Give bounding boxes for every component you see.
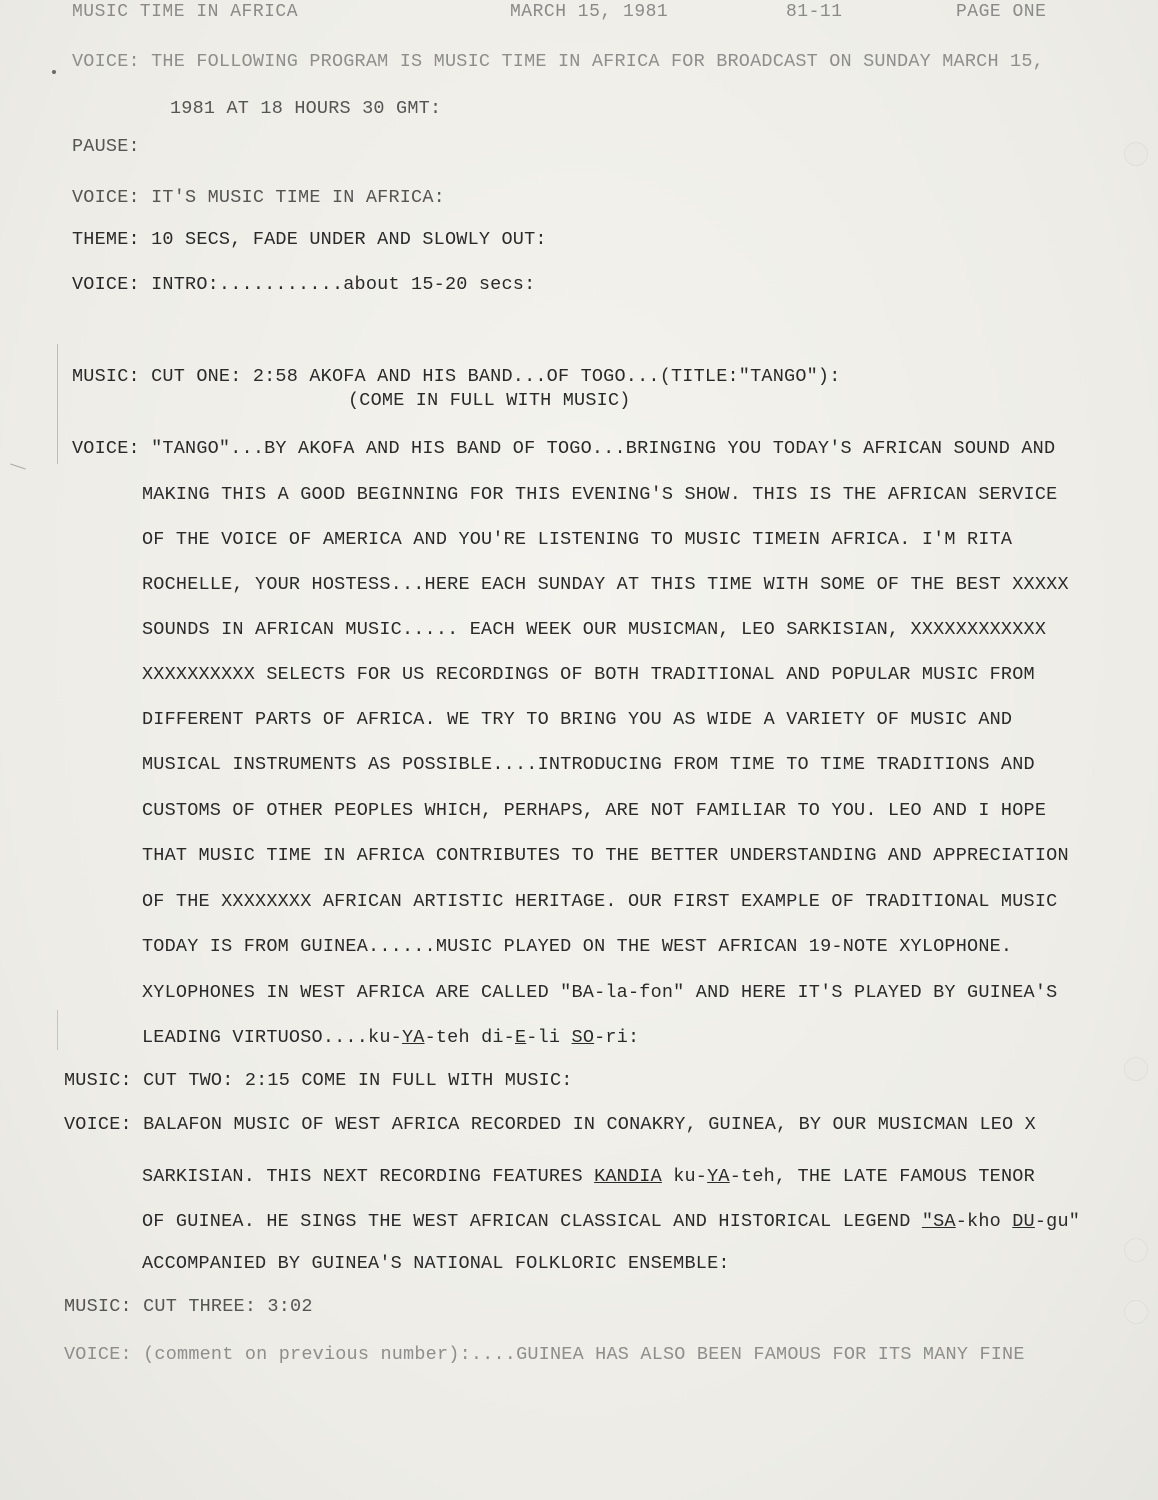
pron-stress: E [514,1027,527,1048]
line-text: OF GUINEA. HE SINGS THE WEST AFRICAN CLASSICAL AND HISTORICAL LEGEND [142,1211,922,1232]
script-line: VOICE: "TANGO"...BY AKOFA AND HIS BAND OF TOGO...BRINGING YOU TODAY'S AFRICAN SOUND AND [72,438,1056,459]
pron-part: -li [526,1027,572,1048]
script-line: XYLOPHONES IN WEST AFRICA ARE CALLED "BA-la-fon" AND HERE IT'S PLAYED BY GUINEA'S [142,982,1058,1003]
script-line-pronunciation [142,1166,1035,1188]
margin-mark [10,464,26,470]
punch-hole [1124,1300,1148,1324]
pron-stress: "SA [921,1211,956,1232]
script-line: 1981 AT 18 HOURS 30 GMT: [170,98,442,119]
margin-dot [52,70,56,74]
script-line: MUSICAL INSTRUMENTS AS POSSIBLE....INTRODUCING FROM TIME TO TIME TRADITIONS AND [142,754,1035,775]
script-line: MUSIC: CUT THREE: 3:02 [64,1296,313,1317]
punch-hole [1124,1238,1148,1262]
script-line: CUSTOMS OF OTHER PEOPLES WHICH, PERHAPS, ARE NOT FAMILIAR TO YOU. LEO AND I HOPE [142,800,1047,821]
pron-part: -teh di- [424,1027,515,1048]
header-show-title: MUSIC TIME IN AFRICA [72,2,299,22]
pron-part: ku- [661,1166,708,1187]
script-line: OF THE XXXXXXXX AFRICAN ARTISTIC HERITAGE. OUR FIRST EXAMPLE OF TRADITIONAL MUSIC [142,891,1058,912]
script-line: MUSIC: CUT TWO: 2:15 COME IN FULL WITH MUSIC: [64,1070,573,1091]
pron-stress: YA [707,1166,730,1187]
margin-mark [57,344,58,464]
header-page-label: PAGE ONE [956,2,1047,22]
margin-mark [57,1010,58,1050]
line-text: SARKISIAN. THIS NEXT RECORDING FEATURES [142,1166,595,1187]
script-line: XXXXXXXXXX SELECTS FOR US RECORDINGS OF BOTH TRADITIONAL AND POPULAR MUSIC FROM [142,664,1035,685]
script-line: SOUNDS IN AFRICAN MUSIC..... EACH WEEK OUR MUSICMAN, LEO SARKISIAN, XXXXXXXXXXXX [142,619,1047,640]
script-line: DIFFERENT PARTS OF AFRICA. WE TRY TO BRING YOU AS WIDE A VARIETY OF MUSIC AND [142,709,1013,730]
script-line: MAKING THIS A GOOD BEGINNING FOR THIS EVENING'S SHOW. THIS IS THE AFRICAN SERVICE [142,484,1058,505]
script-line: ROCHELLE, YOUR HOSTESS...HERE EACH SUNDAY AT THIS TIME WITH SOME OF THE BEST XXXXX [142,574,1069,595]
script-line: VOICE: THE FOLLOWING PROGRAM IS MUSIC TIME IN AFRICA FOR BROADCAST ON SUNDAY MARCH 15, [72,51,1044,72]
script-line: VOICE: BALAFON MUSIC OF WEST AFRICA RECORDED IN CONAKRY, GUINEA, BY OUR MUSICMAN LEO X [64,1114,1036,1135]
script-line: (COME IN FULL WITH MUSIC) [348,390,631,411]
script-line: VOICE: IT'S MUSIC TIME IN AFRICA: [72,187,445,208]
pron-part: -gu" [1034,1211,1081,1232]
script-line-pronunciation [142,1211,1080,1233]
script-line: OF THE VOICE OF AMERICA AND YOU'RE LISTENING TO MUSIC TIMEIN AFRICA. I'M RITA [142,529,1013,550]
header-date: MARCH 15, 1981 [510,2,669,22]
script-line: VOICE: (comment on previous number):....GUINEA HAS ALSO BEEN FAMOUS FOR ITS MANY FINE [64,1344,1025,1365]
script-line: ACCOMPANIED BY GUINEA'S NATIONAL FOLKLORIC ENSEMBLE: [142,1253,730,1274]
punch-hole [1124,142,1148,166]
pron-stress: SO [571,1027,595,1048]
script-line: MUSIC: CUT ONE: 2:58 AKOFA AND HIS BAND...OF TOGO...(TITLE:"TANGO"): [72,366,841,387]
header-script-number: 81-11 [786,2,843,22]
script-line: THEME: 10 SECS, FADE UNDER AND SLOWLY OUT: [72,229,547,250]
punch-hole [1124,1057,1148,1081]
pron-part: ku- [368,1027,402,1048]
script-line-pronunciation [142,1027,639,1049]
pron-part: -kho [955,1211,1013,1232]
pron-stress: KANDIA [594,1166,662,1187]
script-line: TODAY IS FROM GUINEA......MUSIC PLAYED ON THE WEST AFRICAN 19-NOTE XYLOPHONE. [142,936,1013,957]
line-text: LEADING VIRTUOSO.... [142,1027,369,1048]
script-line: THAT MUSIC TIME IN AFRICA CONTRIBUTES TO THE BETTER UNDERSTANDING AND APPRECIATION [142,845,1069,866]
script-line: PAUSE: [72,136,140,157]
pron-stress: DU [1012,1211,1035,1232]
pron-part: -ri: [594,1027,640,1048]
script-line: VOICE: INTRO:...........about 15-20 secs: [72,274,536,295]
pron-part: -teh, THE LATE FAMOUS TENOR [729,1166,1035,1187]
pron-stress: YA [401,1027,425,1048]
